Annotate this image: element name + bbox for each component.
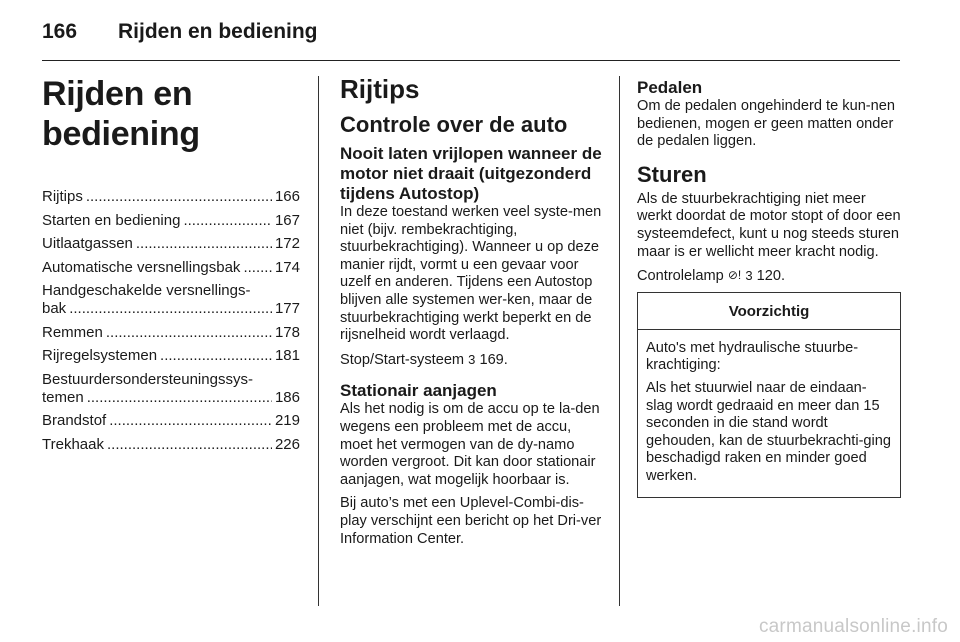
- subsection-title: Controle over de auto: [340, 112, 568, 137]
- middle-column: [340, 74, 606, 554]
- table-of-contents: [42, 188, 300, 454]
- block-heading: Stationair aanjagen: [340, 381, 497, 401]
- steering-warning-icon: ⊘!: [727, 268, 742, 283]
- caution-text: Als het stuurwiel naar de eindaan-slag wordt gedraaid en meer dan 15 seconden in die stand wordt gehouden, kan de stuurbekrachti-ging beschadigd raken en minder goed werken.: [646, 379, 892, 484]
- header-rule: [42, 60, 900, 61]
- body-paragraph: In deze toestand werken veel syste-men niet (bijv. rembekrachtiging, stuurbekrachtiging). Wanneer u op deze manier rijdt, vormt u een gevaar voor uzelf en anderen. Tijdens een Autostop blijven alle systemen wer-ken, maar de stuurbekrachtiging werkt beperkt en de rijsnelheid wordt verlaagd.: [340, 204, 602, 344]
- caution-box: [637, 292, 901, 498]
- watermark: carmanualsonline.info: [758, 616, 948, 637]
- toc-entry[interactable]: Automatische versnellingsbak ..... 174: [42, 259, 300, 277]
- toc-entry[interactable]: Bestuurdersondersteuningssys- temen ..... 186: [42, 371, 300, 407]
- block-heading: Nooit laten vrijlopen wanneer de motor niet draait (uitgezonderd tijdens Autostop): [340, 144, 602, 203]
- column-divider-right: [619, 76, 620, 606]
- running-title: Rijden en bediening: [118, 20, 318, 43]
- block-heading: Pedalen: [637, 78, 703, 97]
- body-paragraph: Om de pedalen ongehinderd te kun-nen bedienen, mogen er geen matten onder de pedalen liggen.: [637, 98, 896, 150]
- cross-reference[interactable]: Controlelamp ⊘! 3 120.: [637, 268, 786, 285]
- right-column: [637, 74, 903, 498]
- toc-entry[interactable]: Rijtips ..... 166: [42, 188, 300, 206]
- toc-entry[interactable]: Uitlaatgassen ..... 172: [42, 235, 300, 253]
- section-title: Sturen: [637, 161, 707, 187]
- chapter-column: [42, 74, 300, 459]
- caution-text: Auto's met hydraulische stuurbe-krachtiging:: [646, 339, 859, 374]
- section-title: Rijtips: [340, 74, 420, 104]
- body-paragraph: Als de stuurbekrachtiging niet meer werkt doordat de motor stopt of door een systeemdefect, kunt u nog steeds sturen maar is er wellicht meer kracht nodig.: [637, 190, 901, 260]
- body-paragraph: Bij auto’s met een Uplevel-Combi-dis-play verschijnt een bericht op het Dri-ver Information Center.: [340, 495, 602, 547]
- column-divider-left: [318, 76, 319, 606]
- toc-entry[interactable]: Handgeschakelde versnellings- bak ..... 177: [42, 282, 300, 318]
- toc-entry[interactable]: Remmen ..... 178: [42, 324, 300, 342]
- toc-entry[interactable]: Brandstof ..... 219: [42, 412, 300, 430]
- toc-entry[interactable]: Rijregelsystemen ..... 181: [42, 347, 300, 365]
- cross-reference[interactable]: Stop/Start-systeem 3 169.: [340, 351, 508, 368]
- toc-entry[interactable]: Starten en bediening ..... 167: [42, 212, 300, 230]
- page-ref-icon: 3: [468, 351, 476, 367]
- caution-title: Voorzichtig: [638, 293, 900, 330]
- page-number: 166: [42, 20, 78, 43]
- chapter-title: Rijden en bediening: [42, 75, 200, 153]
- toc-entry[interactable]: Trekhaak ..... 226: [42, 436, 300, 454]
- page-ref-icon: 3: [745, 268, 753, 284]
- body-paragraph: Als het nodig is om de accu op te la-den wegens een probleem met de accu, moet het vermogen van de dy-namo worden vergroot. Dit kan door stationair aanjagen, wat mogelijk hoorbaar is.: [340, 401, 600, 488]
